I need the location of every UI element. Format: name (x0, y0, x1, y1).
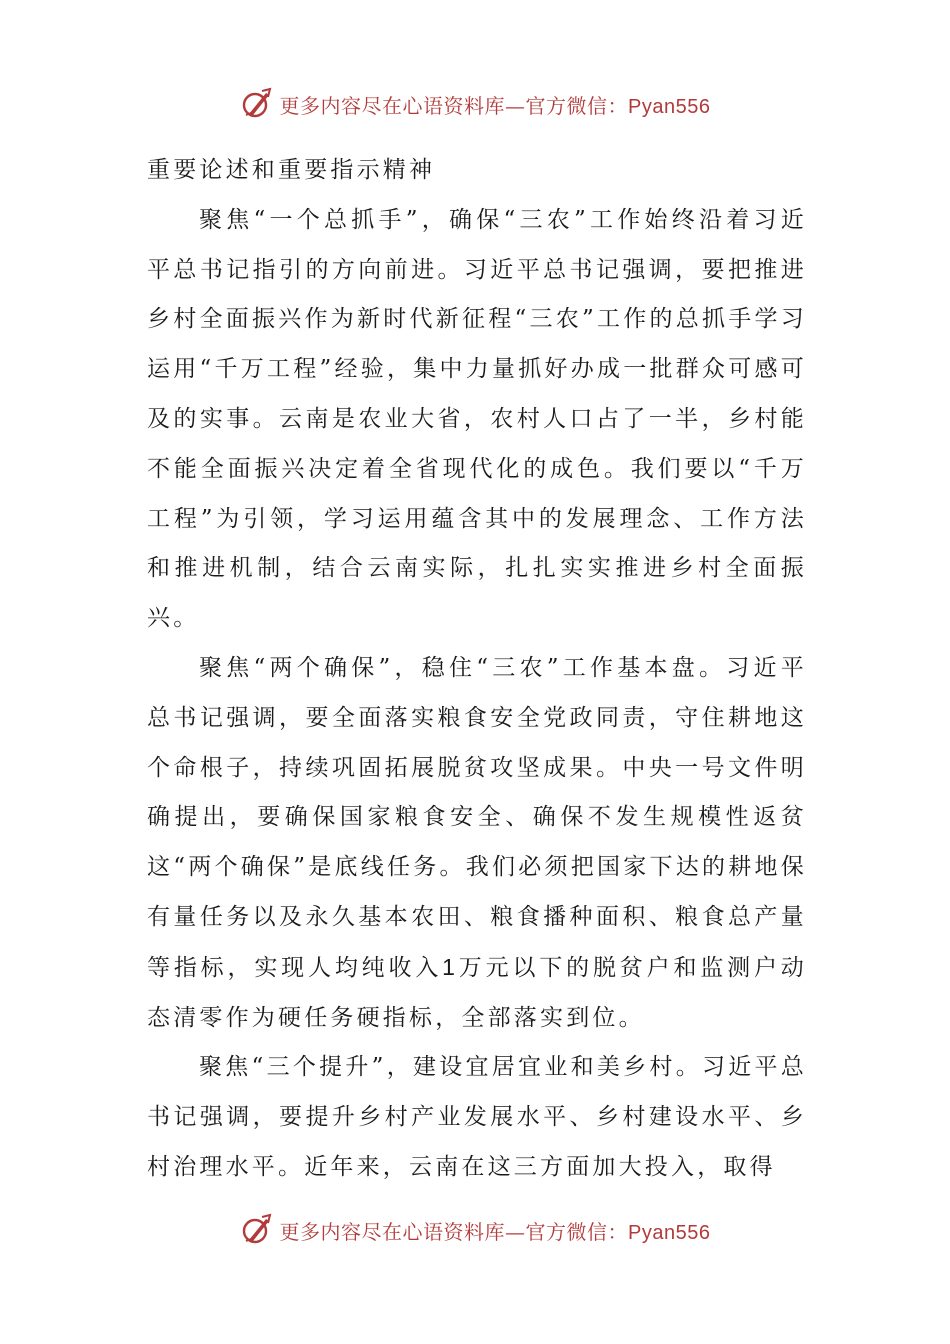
paragraph-focus-one: 聚焦“一个总抓手”，确保“三农”工作始终沿着习近平总书记指引的方向前进。习近平总书记强调，要把推进乡村全面振兴作为新时代新征程“三农”工作的总抓手学习运用“千万工程”经验，集中力量抓好办成一批群众可感可及的实事。云南是农业大省，农村人口占了一半，乡村能不能全面振兴决定着全省现代化的成色。我们要以“千万工程”为引领，学习运用蕴含其中的发展理念、工作方法和推进机制，结合云南实际，扎扎实实推进乡村全面振兴。 (147, 206, 807, 632)
section-heading-line: 重要论述和重要指示精神 (147, 157, 436, 183)
document-body (147, 146, 807, 1193)
banner-wechat-label: 官方微信： (525, 1219, 629, 1244)
banner-wechat-id: Pyan556 (628, 1221, 711, 1244)
quill-pen-circle-icon (240, 87, 274, 121)
paragraph-focus-three: 聚焦“三个提升”，建设宜居宜业和美乡村。习近平总书记强调，要提升乡村产业发展水平、乡村建设水平、乡村治理水平。近年来，云南在这三方面加大投入，取得 (147, 1054, 807, 1180)
banner-wechat-id: Pyan556 (628, 95, 711, 118)
banner-site-text: 更多内容尽在心语资料库 (279, 93, 506, 118)
income-number: 1 (442, 953, 459, 980)
footer-banner (0, 1210, 950, 1250)
footer-banner-text (280, 1216, 711, 1245)
paragraph-focus-two-part2: 万元以下的脱贫户和监测户动态清零作为硬任务硬指标，全部落实到位。 (147, 954, 807, 1031)
banner-dash: — (505, 1219, 526, 1244)
banner-wechat-label: 官方微信： (525, 93, 629, 118)
paragraph-focus-two-part1: 聚焦“两个确保”，稳住“三农”工作基本盘。习近平总书记强调，要全面落实粮食安全党政同责，守住耕地这个命根子，持续巩固拓展脱贫攻坚成果。中央一号文件明确提出，要确保国家粮食安全、确保不发生规模性返贫这“两个确保”是底线任务。我们必须把国家下达的耕地保有量任务以及永久基本农田、粮食播种面积、粮食总产量等指标，实现人均纯收入 (147, 654, 807, 981)
header-banner-text (280, 90, 711, 119)
banner-site-text: 更多内容尽在心语资料库 (279, 1219, 506, 1244)
header-banner (0, 84, 950, 124)
quill-pen-circle-icon (240, 1213, 274, 1247)
paragraph-focus-two (147, 644, 807, 1043)
banner-dash: — (505, 93, 526, 118)
